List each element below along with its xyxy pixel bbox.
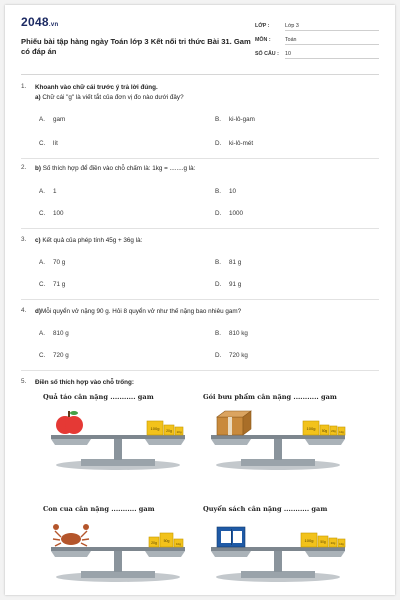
q2-option-b[interactable]: B. 10 (215, 188, 237, 195)
site-logo[interactable]: 2048.vn (21, 15, 59, 29)
q1-option-d[interactable]: D. ki-lô-mét (215, 140, 254, 147)
question-1-heading: Khoanh vào chữ cái trước ý trả lời đúng. (35, 84, 158, 91)
weight-label: 20g (331, 429, 336, 433)
fill-item-book (203, 505, 378, 585)
weights-group (149, 533, 183, 547)
weights-group (303, 421, 345, 435)
q4-option-a[interactable]: A. 810 g (39, 330, 69, 337)
question-3-text: Kết quả của phép tính 45g + 36g là: (42, 237, 143, 244)
weight-label: 10g (339, 430, 344, 434)
balance-scale-illustration (43, 403, 193, 473)
question-count-value: 10 (285, 51, 291, 57)
weight-label: 50g (321, 429, 328, 433)
q1-option-b[interactable]: B. ki-lô-gam (215, 116, 255, 123)
worksheet-title: Phiếu bài tập hàng ngày Toán lớp 3 Kết nối tri thức Bài 31. Gam có đáp án (21, 37, 251, 56)
fill-item-crab (43, 505, 218, 585)
weight-label: 50g (163, 539, 170, 543)
question-2: 2. b) Số thích hợp để điền vào chỗ chấm là: 1kg = ........g là: (21, 164, 196, 172)
question-5: 5. Điền số thích hợp vào chỗ trống: (21, 378, 379, 390)
question-3: 3. c) Kết quả của phép tính 45g + 36g là: (21, 236, 143, 244)
fill-item-parcel (203, 393, 378, 473)
weights-group (301, 533, 345, 547)
q3-option-a[interactable]: A. 70 g (39, 259, 66, 266)
subject-value: Toán (285, 37, 297, 43)
weight-label: 10g (175, 542, 182, 546)
q3-option-c[interactable]: C. 71 g (39, 281, 66, 288)
fill-item-caption: Quyển sách cân nặng ........... gam (203, 505, 328, 513)
weight-label: 10g (176, 430, 182, 434)
scale-icon (211, 435, 345, 470)
crab-icon (53, 524, 89, 546)
balance-scale-illustration (43, 515, 193, 585)
weight-label: 20g (166, 429, 172, 433)
q1-option-a[interactable]: A. gam (39, 116, 66, 123)
question-2-text: Số thích hợp để điền vào chỗ chấm là: 1kg = ........g là: (42, 165, 196, 172)
weight-label: 20g (151, 541, 157, 545)
scale-icon (51, 547, 185, 582)
worksheet-header (5, 5, 395, 75)
parcel-icon (217, 411, 251, 435)
divider (21, 299, 379, 300)
weight-label: 100g (304, 538, 314, 543)
balance-scale-illustration (203, 515, 353, 585)
header-divider (21, 74, 379, 75)
weight-label: 50g (320, 540, 326, 544)
divider (21, 228, 379, 229)
book-icon (217, 527, 245, 547)
fill-item-caption: Con cua cân nặng ........... gam (43, 505, 155, 513)
scale-icon (51, 435, 185, 470)
weight-label: 10g (339, 542, 344, 546)
worksheet-page (5, 5, 395, 595)
q2-option-d[interactable]: D. 1000 (215, 210, 244, 217)
apple-icon (56, 411, 83, 434)
balance-scale-illustration (203, 403, 353, 473)
subject-field: MÔN : Toán (255, 37, 379, 43)
question-1-text: Chữ cái "g" là viết tắt của đơn vị đo nào dưới đây? (42, 94, 184, 101)
class-value: Lớp 3 (285, 23, 299, 29)
question-1: 1. Khoanh vào chữ cái trước ý trả lời đúng. a) Chữ cái "g" là viết tắt của đơn vị đo nào dưới đây? (21, 83, 379, 107)
divider (21, 158, 379, 159)
weight-label: 100g (150, 426, 160, 431)
weights-group (147, 421, 183, 435)
fill-item-apple (43, 393, 218, 473)
question-4: 4. d)Mỗi quyển vở nặng 90 g. Hỏi 8 quyển vở như thế nặng bao nhiêu gam? (21, 307, 242, 315)
q2-option-a[interactable]: A. 1 (39, 188, 57, 195)
question-count-field: SỐ CÂU : 10 (255, 51, 379, 57)
q1-option-c[interactable]: C. lít (39, 140, 58, 147)
q3-option-d[interactable]: D. 91 g (215, 281, 242, 288)
scale-icon (211, 547, 345, 582)
q4-option-c[interactable]: C. 720 g (39, 352, 69, 359)
q2-option-c[interactable]: C. 100 (39, 210, 64, 217)
class-field: LỚP : Lớp 3 (255, 23, 379, 29)
weight-label: 20g (330, 541, 336, 545)
q4-option-b[interactable]: B. 810 kg (215, 330, 248, 337)
weight-label: 100g (306, 426, 316, 431)
question-4-text: Mỗi quyển vở nặng 90 g. Hỏi 8 quyển vở như thế nặng bao nhiêu gam? (40, 308, 242, 315)
question-5-heading: Điền số thích hợp vào chỗ trống: (35, 379, 134, 386)
fill-item-caption: Quả táo cân nặng ........... gam (43, 393, 154, 401)
q4-option-d[interactable]: D. 720 kg (215, 352, 248, 359)
fill-item-caption: Gói bưu phẩm cân nặng ........... gam (203, 393, 337, 401)
divider (21, 370, 379, 371)
q3-option-b[interactable]: B. 81 g (215, 259, 242, 266)
